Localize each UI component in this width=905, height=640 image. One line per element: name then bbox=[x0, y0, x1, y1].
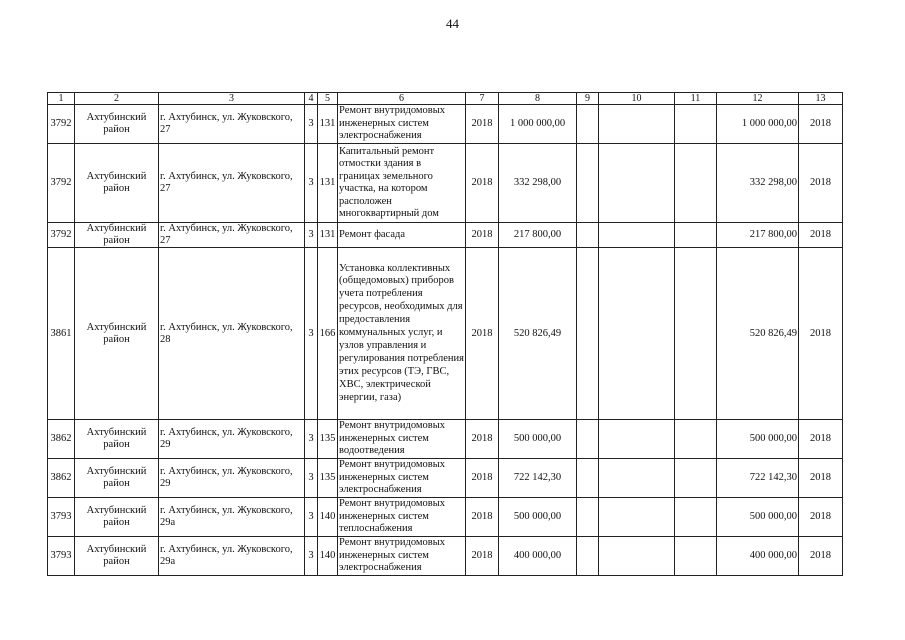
col11-cell bbox=[675, 420, 717, 459]
col10-cell bbox=[599, 223, 675, 248]
col5-cell: 166 bbox=[318, 248, 338, 420]
district-cell: Ахтубинский район bbox=[75, 223, 159, 248]
col11-cell bbox=[675, 498, 717, 537]
col5-cell: 135 bbox=[318, 420, 338, 459]
col4-cell: 3 bbox=[305, 144, 318, 223]
column-header: 5 bbox=[318, 93, 338, 105]
column-header: 8 bbox=[499, 93, 577, 105]
col9-cell bbox=[577, 248, 599, 420]
table-row bbox=[48, 537, 843, 576]
year-cell: 2018 bbox=[466, 420, 499, 459]
year-cell: 2018 bbox=[466, 498, 499, 537]
col10-cell bbox=[599, 105, 675, 144]
col9-cell bbox=[577, 498, 599, 537]
table-row bbox=[48, 420, 843, 459]
col9-cell bbox=[577, 105, 599, 144]
house-id-cell: 3793 bbox=[48, 537, 75, 576]
address-cell: г. Ахтубинск, ул. Жуковского, 28 bbox=[159, 248, 305, 420]
cost-cell: 400 000,00 bbox=[499, 537, 577, 576]
column-header: 11 bbox=[675, 93, 717, 105]
col9-cell bbox=[577, 223, 599, 248]
year-cell: 2018 bbox=[466, 459, 499, 498]
col4-cell: 3 bbox=[305, 459, 318, 498]
column-header: 10 bbox=[599, 93, 675, 105]
year2-cell: 2018 bbox=[799, 248, 843, 420]
table-row bbox=[48, 459, 843, 498]
col10-cell bbox=[599, 459, 675, 498]
col4-cell: 3 bbox=[305, 537, 318, 576]
address-cell: г. Ахтубинск, ул. Жуковского, 29 bbox=[159, 420, 305, 459]
cost-cell: 500 000,00 bbox=[499, 420, 577, 459]
total-cell: 520 826,49 bbox=[717, 248, 799, 420]
column-header: 7 bbox=[466, 93, 499, 105]
column-header: 9 bbox=[577, 93, 599, 105]
year2-cell: 2018 bbox=[799, 459, 843, 498]
total-cell: 500 000,00 bbox=[717, 498, 799, 537]
total-cell: 1 000 000,00 bbox=[717, 105, 799, 144]
column-header: 2 bbox=[75, 93, 159, 105]
work-type-cell: Ремонт внутридомовых инженерных систем электроснабжения bbox=[338, 537, 466, 576]
col11-cell bbox=[675, 537, 717, 576]
column-header: 4 bbox=[305, 93, 318, 105]
house-id-cell: 3862 bbox=[48, 420, 75, 459]
col11-cell bbox=[675, 223, 717, 248]
column-header: 3 bbox=[159, 93, 305, 105]
year2-cell: 2018 bbox=[799, 537, 843, 576]
table-row bbox=[48, 144, 843, 223]
cost-cell: 1 000 000,00 bbox=[499, 105, 577, 144]
col4-cell: 3 bbox=[305, 105, 318, 144]
col9-cell bbox=[577, 537, 599, 576]
work-type-cell: Ремонт внутридомовых инженерных систем электроснабжения bbox=[338, 105, 466, 144]
address-cell: г. Ахтубинск, ул. Жуковского, 27 bbox=[159, 144, 305, 223]
table-row bbox=[48, 248, 843, 420]
work-type-cell: Ремонт внутридомовых инженерных систем теплоснабжения bbox=[338, 498, 466, 537]
col10-cell bbox=[599, 498, 675, 537]
house-id-cell: 3792 bbox=[48, 105, 75, 144]
year-cell: 2018 bbox=[466, 144, 499, 223]
house-id-cell: 3793 bbox=[48, 498, 75, 537]
col9-cell bbox=[577, 459, 599, 498]
column-header: 1 bbox=[48, 93, 75, 105]
table-row bbox=[48, 223, 843, 248]
year-cell: 2018 bbox=[466, 105, 499, 144]
house-id-cell: 3792 bbox=[48, 144, 75, 223]
cost-cell: 332 298,00 bbox=[499, 144, 577, 223]
cost-cell: 500 000,00 bbox=[499, 498, 577, 537]
col10-cell bbox=[599, 420, 675, 459]
year2-cell: 2018 bbox=[799, 420, 843, 459]
district-cell: Ахтубинский район bbox=[75, 420, 159, 459]
address-cell: г. Ахтубинск, ул. Жуковского, 27 bbox=[159, 105, 305, 144]
work-type-cell: Капитальный ремонт отмостки здания в границах земельного участка, на котором расположен многоквартирный дом bbox=[338, 144, 466, 223]
col5-cell: 140 bbox=[318, 498, 338, 537]
cost-cell: 722 142,30 bbox=[499, 459, 577, 498]
house-id-cell: 3792 bbox=[48, 223, 75, 248]
work-type-cell: Ремонт внутридомовых инженерных систем электроснабжения bbox=[338, 459, 466, 498]
col10-cell bbox=[599, 537, 675, 576]
district-cell: Ахтубинский район bbox=[75, 498, 159, 537]
table-row bbox=[48, 105, 843, 144]
col9-cell bbox=[577, 144, 599, 223]
house-id-cell: 3861 bbox=[48, 248, 75, 420]
district-cell: Ахтубинский район bbox=[75, 144, 159, 223]
col9-cell bbox=[577, 420, 599, 459]
col4-cell: 3 bbox=[305, 498, 318, 537]
col11-cell bbox=[675, 144, 717, 223]
col4-cell: 3 bbox=[305, 248, 318, 420]
total-cell: 722 142,30 bbox=[717, 459, 799, 498]
district-cell: Ахтубинский район bbox=[75, 248, 159, 420]
year2-cell: 2018 bbox=[799, 105, 843, 144]
work-type-cell: Ремонт фасада bbox=[338, 223, 466, 248]
year2-cell: 2018 bbox=[799, 144, 843, 223]
col11-cell bbox=[675, 105, 717, 144]
address-cell: г. Ахтубинск, ул. Жуковского, 29 bbox=[159, 459, 305, 498]
capital-repair-table bbox=[47, 92, 843, 576]
work-type-cell: Установка коллективных (общедомовых) приборов учета потребления ресурсов, необходимых для предоставления коммунальных услуг, и узлов управления и регулирования потребления этих ресурсов (ТЭ, ГВС, ХВС, электрической энергии, газа) bbox=[338, 248, 466, 420]
col4-cell: 3 bbox=[305, 223, 318, 248]
total-cell: 217 800,00 bbox=[717, 223, 799, 248]
col11-cell bbox=[675, 459, 717, 498]
col10-cell bbox=[599, 144, 675, 223]
column-header: 13 bbox=[799, 93, 843, 105]
total-cell: 400 000,00 bbox=[717, 537, 799, 576]
column-header: 6 bbox=[338, 93, 466, 105]
col5-cell: 131 bbox=[318, 105, 338, 144]
col4-cell: 3 bbox=[305, 420, 318, 459]
total-cell: 500 000,00 bbox=[717, 420, 799, 459]
page-number: 44 bbox=[446, 16, 459, 31]
cost-cell: 217 800,00 bbox=[499, 223, 577, 248]
col5-cell: 135 bbox=[318, 459, 338, 498]
col5-cell: 131 bbox=[318, 144, 338, 223]
year-cell: 2018 bbox=[466, 537, 499, 576]
col5-cell: 131 bbox=[318, 223, 338, 248]
address-cell: г. Ахтубинск, ул. Жуковского, 27 bbox=[159, 223, 305, 248]
district-cell: Ахтубинский район bbox=[75, 537, 159, 576]
col5-cell: 140 bbox=[318, 537, 338, 576]
column-header: 12 bbox=[717, 93, 799, 105]
district-cell: Ахтубинский район bbox=[75, 459, 159, 498]
district-cell: Ахтубинский район bbox=[75, 105, 159, 144]
address-cell: г. Ахтубинск, ул. Жуковского, 29а bbox=[159, 498, 305, 537]
year-cell: 2018 bbox=[466, 248, 499, 420]
col10-cell bbox=[599, 248, 675, 420]
total-cell: 332 298,00 bbox=[717, 144, 799, 223]
work-type-cell: Ремонт внутридомовых инженерных систем водоотведения bbox=[338, 420, 466, 459]
table-row bbox=[48, 498, 843, 537]
year-cell: 2018 bbox=[466, 223, 499, 248]
address-cell: г. Ахтубинск, ул. Жуковского, 29а bbox=[159, 537, 305, 576]
column-number-row bbox=[48, 93, 843, 105]
year2-cell: 2018 bbox=[799, 223, 843, 248]
cost-cell: 520 826,49 bbox=[499, 248, 577, 420]
year2-cell: 2018 bbox=[799, 498, 843, 537]
house-id-cell: 3862 bbox=[48, 459, 75, 498]
col11-cell bbox=[675, 248, 717, 420]
